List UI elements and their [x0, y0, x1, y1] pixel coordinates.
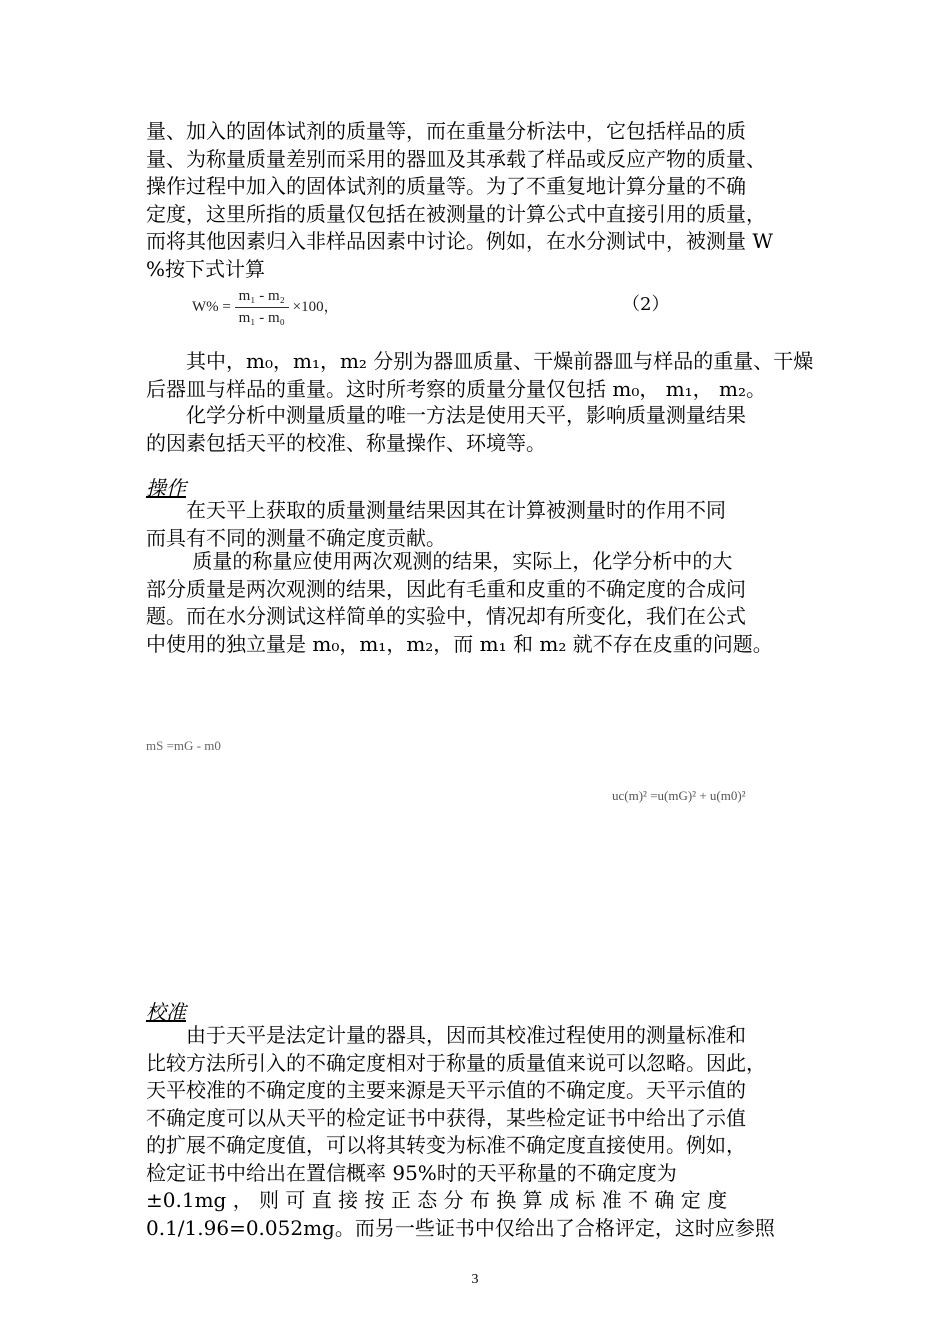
text-line: 题。而在水分测试这样简单的实验中，情况却有所变化，我们在公式	[146, 604, 746, 628]
text-line: 的因素包括天平的校准、称量操作、环境等。	[146, 430, 546, 455]
text-line: 的扩展不确定度值，可以将其转变为标准不确定度直接使用。例如，	[146, 1133, 746, 1157]
text-line: 后器皿与样品的重量。这时所考察的质量分量仅包括 m₀， m₁， m₂。	[146, 376, 767, 401]
formula-text: uc(m)² =u(mG)² + u(m0)²	[612, 788, 746, 803]
text-line: 不确定度可以从天平的检定证书中获得，某些检定证书中给出了示值	[146, 1105, 746, 1130]
paragraph-calibration	[146, 1022, 806, 1242]
paragraph-balance-factors	[146, 402, 806, 457]
formula-water-content	[192, 288, 339, 327]
paragraph-mass-components	[146, 118, 806, 283]
text-line: 操作过程中加入的固体试剂的质量等。为了不重复地计算分量的不确	[146, 174, 746, 198]
text-line: 化学分析中测量质量的唯一方法是使用天平，影响质量测量结果	[146, 403, 746, 427]
text-line: 0.1/1.96=0.052mg。而另一些证书中仅给出了合格评定，这时应参照	[146, 1215, 775, 1240]
formula-denominator: m₁ - m₀	[238, 310, 285, 326]
text-line: 其中，m₀，m₁，m₂ 分别为器皿质量、干燥前器皿与样品的重量、干燥	[146, 349, 814, 373]
formula-rhs: ×100，	[292, 298, 339, 315]
section-heading-operation: 操作	[146, 476, 186, 500]
paragraph-mass-definitions	[146, 348, 814, 403]
text-line: %按下式计算	[146, 256, 266, 281]
text-line: ±0.1mg ， 则 可 直 接 按 正 态 分 布 换 算 成 标 准 不 确 定 度	[146, 1188, 728, 1212]
page-number: 3	[471, 1272, 479, 1287]
text-line: 量、为称量质量差别而采用的器皿及其承载了样品或反应产物的质量、	[146, 146, 766, 171]
text-line: 在天平上获取的质量测量结果因其在计算被测量时的作用不同	[146, 498, 726, 522]
text-line: 检定证书中给出在置信概率 95%时的天平称量的不确定度为	[146, 1160, 677, 1185]
text-line: 比较方法所引入的不确定度相对于称量的质量值来说可以忽略。因此，	[146, 1050, 766, 1075]
formula-text: mS =mG - m0	[146, 738, 221, 753]
text-line: 定度，这里所指的质量仅包括在被测量的计算公式中直接引用的质量，	[146, 201, 766, 226]
equation-number: （2）	[622, 294, 670, 315]
section-heading-calibration: 校准	[146, 1000, 186, 1024]
formula-lhs: W% =	[192, 298, 231, 315]
text-line: 天平校准的不确定度的主要来源是天平示值的不确定度。天平示值的	[146, 1078, 746, 1102]
text-line: 而将其他因素归入非样品因素中讨论。例如，在水分测试中，被测量 W	[146, 229, 773, 253]
text-line: 而具有不同的测量不确定度贡献。	[146, 525, 446, 550]
text-line: 由于天平是法定计量的器具，因而其校准过程使用的测量标准和	[146, 1023, 746, 1047]
formula-fraction	[235, 288, 289, 327]
text-line: 部分质量是两次观测的结果，因此有毛重和皮重的不确定度的合成问	[146, 576, 746, 601]
formula-sample-mass	[146, 738, 221, 754]
formula-combined-uncertainty	[612, 788, 746, 804]
formula-numerator: m₁ - m₂	[235, 288, 289, 308]
paragraph-operation-2	[146, 548, 806, 658]
text-line: 中使用的独立量是 m₀，m₁，m₂，而 m₁ 和 m₂ 就不存在皮重的问题。	[146, 631, 773, 656]
paragraph-operation-1	[146, 497, 806, 552]
text-line: 质量的称量应使用两次观测的结果，实际上，化学分析中的大	[146, 549, 733, 573]
text-line: 量、加入的固体试剂的质量等，而在重量分析法中，它包括样品的质	[146, 119, 746, 143]
